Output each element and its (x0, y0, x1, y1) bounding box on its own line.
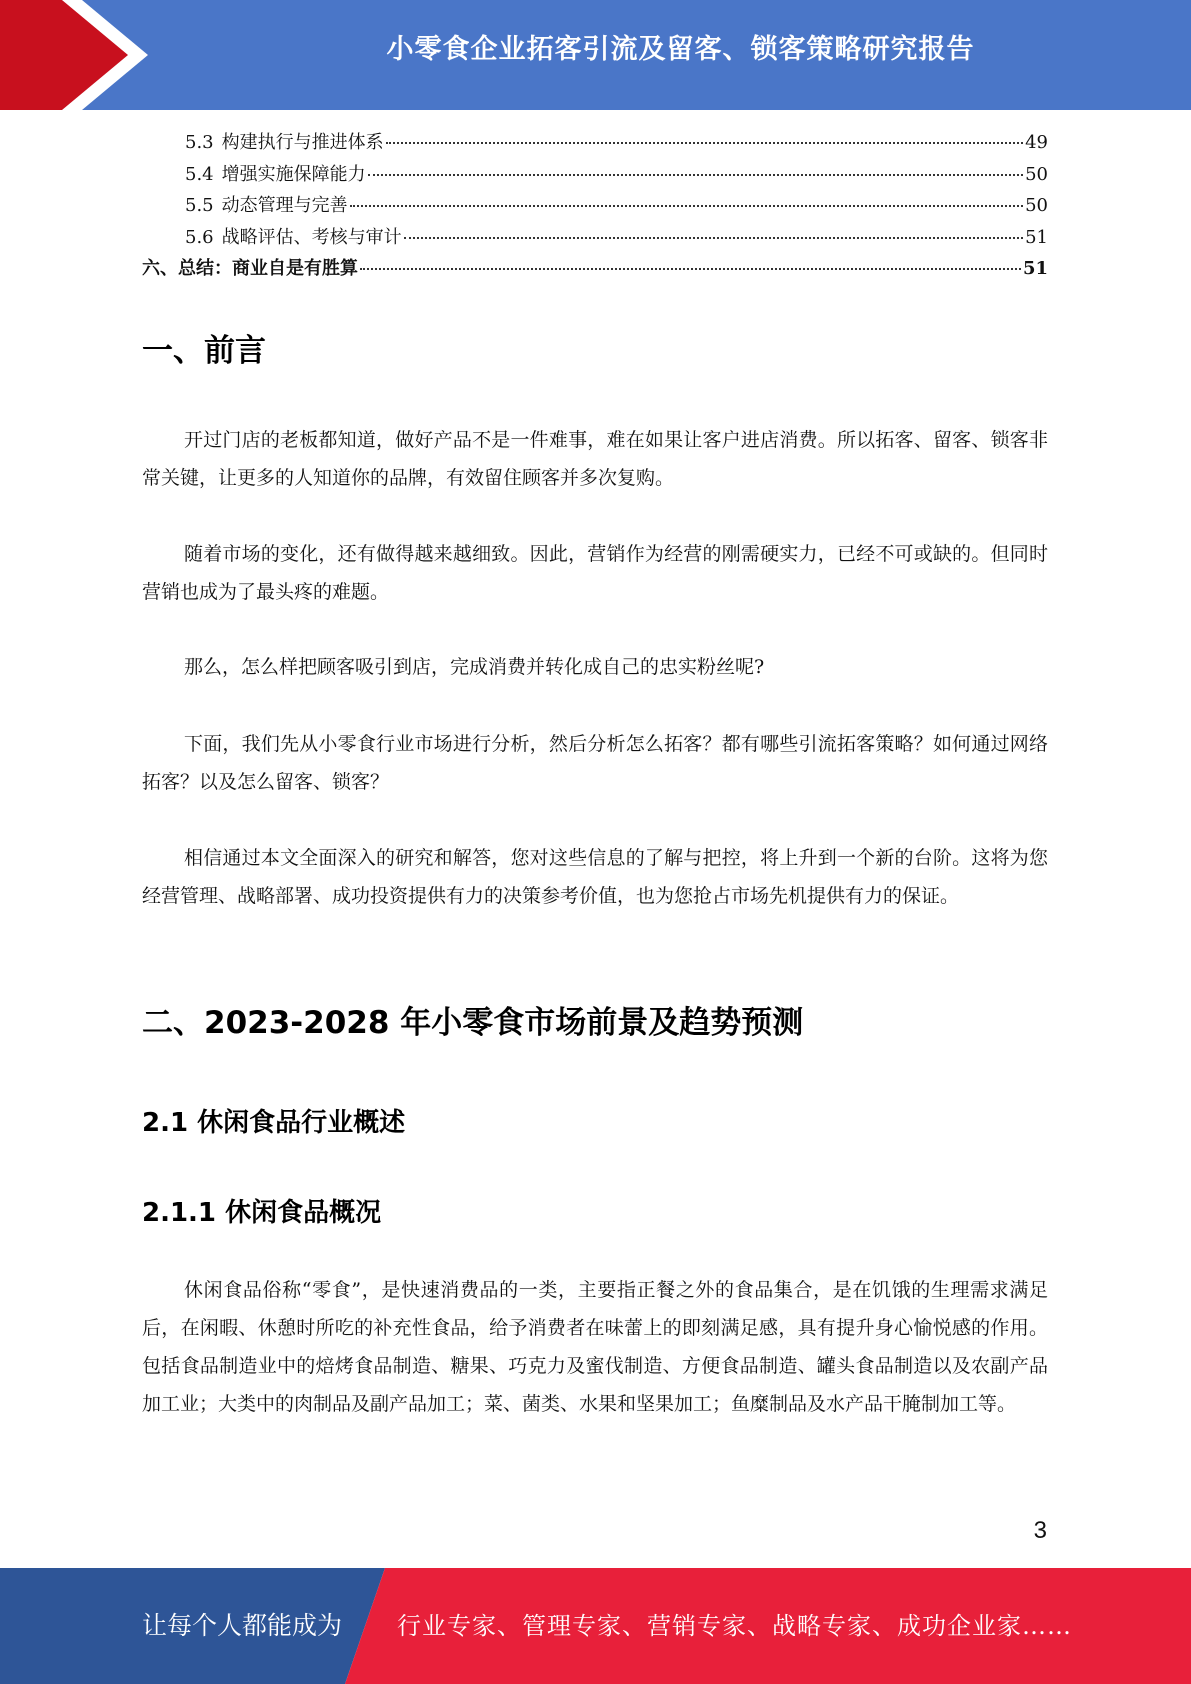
page-number: 3 (1033, 1517, 1047, 1544)
preface-paragraph: 相信通过本文全面深入的研究和解答，您对这些信息的了解与把控，将上升到一个新的台阶。这将为您经营管理、战略部署、成功投资提供有力的决策参考价值，也为您抢占市场先机提供有力的保证。 (142, 847, 1048, 907)
toc-entry-page: 51 (1022, 258, 1048, 279)
toc-entry-title: 战略评估、考核与审计 (221, 226, 402, 248)
preface-paragraph: 那么，怎么样把顾客吸引到店，完成消费并转化成自己的忠实粉丝呢? (184, 656, 765, 678)
toc-entry-title: 构建执行与推进体系 (221, 132, 384, 153)
toc-entry-page: 50 (1025, 195, 1048, 216)
subsection-heading: 2.1 休闲食品行业概述 (142, 1108, 406, 1138)
toc-leader-dots (350, 205, 1023, 207)
subsection-heading: 2.1.1 休闲食品概况 (142, 1198, 382, 1228)
toc-entry[interactable] (142, 191, 1048, 223)
toc-entry-page: 49 (1025, 132, 1048, 153)
toc-entry-title: 增强实施保障能力 (221, 163, 366, 185)
toc-entry-number: 5.5 (185, 195, 214, 216)
toc-entry-number: 5.6 (185, 226, 214, 248)
market-section-heading: 二、2023-2028 年小零食市场前景及趋势预测 (142, 1005, 804, 1041)
toc-entry[interactable] (142, 223, 1048, 255)
report-title: 小零食企业拓客引流及留客、锁客策略研究报告 (386, 34, 975, 65)
table-of-contents (142, 128, 1048, 286)
toc-entry-title: 六、总结：商业自是有胜算 (142, 258, 358, 279)
toc-entry-page: 51 (1025, 226, 1048, 248)
preface-paragraph: 开过门店的老板都知道，做好产品不是一件难事，难在如果让客户进店消费。所以拓客、留客、锁客非常关键，让更多的人知道你的品牌，有效留住顾客并多次复购。 (142, 429, 1048, 489)
preface-heading: 一、前言 (142, 333, 266, 369)
toc-leader-dots (386, 142, 1023, 144)
toc-entry-number: 5.4 (185, 163, 214, 185)
footer-slogan-right: 行业专家、管理专家、营销专家、战略专家、成功企业家…… (397, 1612, 1072, 1640)
page-header (0, 0, 1191, 110)
toc-entry-number: 5.3 (185, 132, 214, 153)
preface-paragraph: 随着市场的变化，还有做得越来越细致。因此，营销作为经营的刚需硬实力，已经不可或缺的。但同时营销也成为了最头疼的难题。 (142, 543, 1048, 603)
toc-entry-page: 50 (1025, 163, 1048, 185)
footer-slogan-left: 让每个人都能成为 (142, 1611, 343, 1640)
toc-leader-dots (404, 237, 1023, 239)
toc-entry[interactable] (142, 128, 1048, 160)
toc-entry-title: 动态管理与完善 (221, 195, 348, 216)
toc-entry-chapter[interactable] (142, 254, 1048, 286)
toc-leader-dots (368, 174, 1023, 176)
toc-entry[interactable] (142, 160, 1048, 192)
overview-paragraph: 休闲食品俗称“零食”，是快速消费品的一类，主要指正餐之外的食品集合，是在饥饿的生理需求满足后，在闲暇、休憩时所吃的补充性食品，给予消费者在味蕾上的即刻满足感，具有提升身心愉悦感的作用。包括食品制造业中的焙烤食品制造、糖果、巧克力及蜜伐制造、方便食品制造、罐头食品制造以及农副产品加工业；大类中的肉制品及副产品加工；菜、菌类、水果和坚果加工；鱼糜制品及水产品干腌制加工等。 (142, 1279, 1048, 1415)
toc-leader-dots (360, 268, 1021, 270)
header-red-chevron (0, 0, 148, 110)
preface-paragraph: 下面，我们先从小零食行业市场进行分析，然后分析怎么拓客？都有哪些引流拓客策略？如何通过网络拓客？以及怎么留客、锁客？ (142, 733, 1048, 793)
page-footer (0, 1568, 1191, 1684)
